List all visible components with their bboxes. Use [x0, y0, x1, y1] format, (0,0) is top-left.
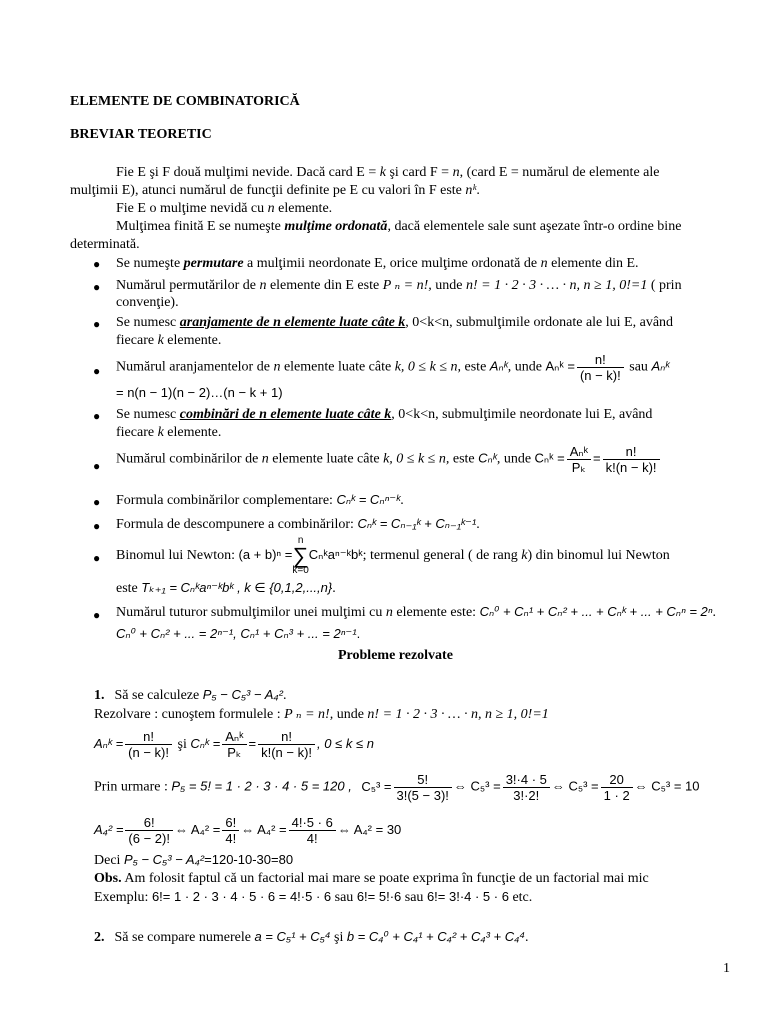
sum-symbol: n ∑ k=0 [292, 535, 309, 576]
bullet-dot: ● [93, 495, 101, 509]
bullet-dot: ● [93, 459, 101, 473]
bullet-dot: ● [93, 364, 101, 378]
bullet-combinari-cont: fiecare k elemente. [116, 425, 222, 440]
fraction: $\frac{\text{Aₙᵏ}}{\text{Pₖ}}$ [567, 444, 591, 475]
bullet-numar-aranjamente: Numărul aranjamentelor de n elemente luate câte k, 0 ≤ k ≤ n, este Aₙᵏ, unde Aₙᵏ = $\frac{n!}{(n - k)!}$ sau Aₙᵏ [116, 352, 670, 383]
exemplu-line: Exemplu: 6!= 1 · 2 · 3 · 4 · 5 · 6 = 4!·5 · 6 sau 6!= 5!·6 sau 6!= 3!·4 · 5 · 6 etc. [94, 889, 533, 905]
bullet-dot: ● [93, 519, 101, 533]
bullet-complementare: Formula combinărilor complementare: Cₙᵏ = Cₙⁿ⁻ᵏ. [116, 492, 404, 508]
bullet-numar-combinari: Numărul combinărilor de n elemente luate câte k, 0 ≤ k ≤ n, este Cₙᵏ, unde Cₙᵏ = $\frac{\text{Aₙᵏ}}{\text{Pₖ}}$ = $\frac{n!}{k!(n - k)!}$ [116, 444, 662, 475]
document-title: ELEMENTE DE COMBINATORICĂ [70, 94, 300, 109]
problem-2: 2. Să se compare numerele a = C₅¹ + C₅⁴ şi b = C₄⁰ + C₄¹ + C₄² + C₄³ + C₄⁴. [94, 929, 529, 945]
bullet-aranjamente: Se numesc aranjamente de n elemente luate câte k, 0<k<n, submulţimile ordonate ale lui E, având [116, 315, 674, 330]
fraction: $\frac{5!}{3!(5 - 3)!}$ [394, 772, 452, 803]
bullet-dot: ● [93, 317, 101, 331]
bullet-numar-permutari: Numărul permutărilor de n elemente din E este P ₙ = n!, unde n! = 1 · 2 · 3 · … · n, n ≥ 1, 0!=1 ( prin [116, 278, 682, 293]
bullet-binom-newton: Binomul lui Newton: (a + b)ⁿ =n ∑ k=0Cₙᵏaⁿ⁻ᵏbᵏ; termenul general ( de rang k) din binomul lui Newton [116, 535, 670, 576]
bullet-dot: ● [93, 608, 101, 622]
fraction: $\frac{n!}{(n - k)!}$ [125, 729, 172, 760]
bullet-descompunere: Formula de descompunere a combinărilor: Cₙᵏ = Cₙ₋₁ᵏ + Cₙ₋₁ᵏ⁻¹. [116, 516, 480, 532]
intro-line-3: Fie E o mulţime nevidă cu n elemente. [116, 201, 333, 216]
bullet-numar-permutari-cont: convenţie). [116, 295, 179, 310]
bullet-submultimi-cont: Cₙ⁰ + Cₙ² + ... = 2ⁿ⁻¹, Cₙ¹ + Cₙ³ + ... = 2ⁿ⁻¹. [116, 626, 361, 641]
bullet-submultimi: Numărul tuturor submulţimilor unei mulţimi cu n elemente este: Cₙ⁰ + Cₙ¹ + Cₙ² + ... + Cₙᵏ + ... + Cₙⁿ = 2ⁿ. [116, 604, 716, 620]
problem-1: 1. Să se calculeze P₅ − C₅³ − A₄². [94, 687, 287, 703]
bullet-dot: ● [93, 280, 101, 294]
bullet-permutare: Se numeşte permutare a mulţimii neordonate E, orice mulţime ordonată de n elemente din E. [116, 256, 639, 271]
intro-line-1: Fie E şi F două mulţimi nevide. Dacă card E = k şi card F = n, (card E = numărul de elemente ale [116, 165, 660, 180]
intro-line-5: determinată. [70, 237, 140, 252]
bullet-aranjamente-cont: fiecare k elemente. [116, 333, 222, 348]
intro-line-2: mulţimii E), atunci numărul de funcţii definite pe E cu valori în F este nᵏ. [70, 183, 480, 198]
bullet-binom-newton-cont: este Tₖ₊₁ = Cₙᵏaⁿ⁻ᵏbᵏ , k ∈ {0,1,2,...,n}. [116, 580, 336, 596]
fraction: $\frac{6!}{4!}$ [222, 815, 239, 846]
prin-urmare-line: Prin urmare : P₅ = 5! = 1 · 2 · 3 · 4 · 5 = 120 , C₅³ = $\frac{5!}{3!(5 - 3)!}$ ⇔ C₅³ = $\frac{3!\cdot 4 \cdot 5}{3!\cdot 2!}$ ⇔ C₅³ = $\frac{20}{1 \cdot 2}$ ⇔ C₅³ = 10 [94, 772, 700, 803]
fraction: $\frac{n!}{(n - k)!}$ [577, 352, 624, 383]
page-number: 1 [723, 961, 730, 976]
section-heading: BREVIAR TEORETIC [70, 127, 212, 142]
fraction: $\frac{n!}{k!(n - k)!}$ [258, 729, 315, 760]
deci-line: Deci P₅ − C₅³ − A₄²=120-10-30=80 [94, 852, 294, 868]
solved-problems-heading: Probleme rezolvate [338, 648, 453, 663]
rezolvare-line: Rezolvare : cunoştem formulele : P ₙ = n!, unde n! = 1 · 2 · 3 · … · n, n ≥ 1, 0!=1 [94, 707, 549, 722]
formulas-line: Aₙᵏ = $\frac{n!}{(n - k)!}$ şi Cₙᵏ = $\frac{\text{Aₙᵏ}}{\text{Pₖ}}$ = $\frac{n!}{k!(n - k)!}$ , 0 ≤ k ≤ n [94, 729, 374, 760]
bullet-dot: ● [93, 257, 101, 271]
bullet-dot: ● [93, 551, 101, 565]
obs-line: Obs. Am folosit faptul că un factorial mai mare se poate exprima în funcţie de un factorial mai mic [94, 871, 649, 886]
fraction: $\frac{4!\cdot 5 \cdot 6}{4!}$ [289, 815, 336, 846]
fraction: $\frac{n!}{k!(n - k)!}$ [603, 444, 660, 475]
bullet-combinari: Se numesc combinări de n elemente luate câte k, 0<k<n, submulţimile neordonate lui E, având [116, 407, 653, 422]
fraction: $\frac{6!}{(6 - 2)!}$ [125, 815, 173, 846]
fraction: $\frac{\text{Aₙᵏ}}{\text{Pₖ}}$ [222, 729, 246, 760]
aranjamente-calc-line: A₄² = $\frac{6!}{(6 - 2)!}$ ⇔ A₄² = $\frac{6!}{4!}$ ⇔ A₄² = $\frac{4!\cdot 5 \cdot 6}{4!}$ ⇔ A₄² = 30 [94, 815, 402, 846]
intro-line-4: Mulţimea finită E se numeşte mulţime ordonată, dacă elementele sale sunt aşezate într-o ordine bine [116, 219, 682, 234]
bullet-numar-aranjamente-formula: = n(n − 1)(n − 2)…(n − k + 1) [116, 385, 283, 400]
fraction: $\frac{3!\cdot 4 \cdot 5}{3!\cdot 2!}$ [503, 772, 550, 803]
bullet-dot: ● [93, 409, 101, 423]
fraction: $\frac{20}{1 \cdot 2}$ [601, 772, 633, 803]
